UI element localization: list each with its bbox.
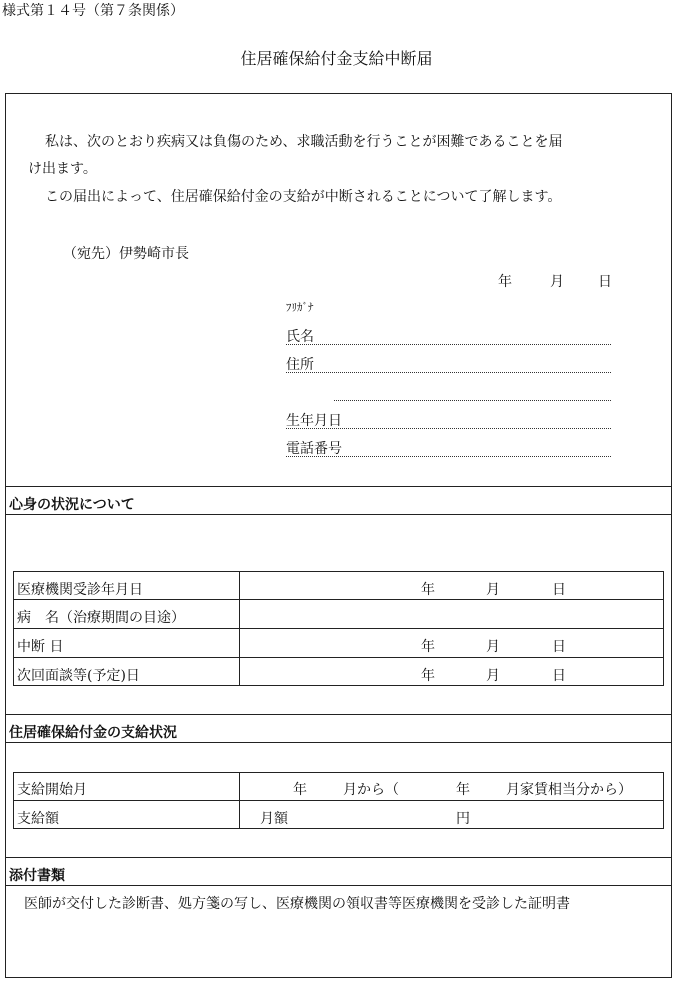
name-label: 氏名 — [286, 329, 314, 345]
condition-section-title: 心身の状況について — [9, 497, 135, 513]
attachment-text: 医師が交付した診断書、処方箋の写し、医療機関の領収書等医療機関を受診した証明書 — [24, 896, 570, 912]
section-divider — [5, 486, 672, 487]
intro-line-3: この届出によって、住居確保給付金の支給が中断されることについて了解します。 — [45, 189, 562, 205]
birthdate-label: 生年月日 — [286, 413, 342, 429]
section-divider — [5, 714, 672, 715]
furigana-label: ﾌﾘｶﾞﾅ — [286, 301, 314, 314]
section-divider — [5, 885, 672, 886]
section-divider — [5, 857, 672, 858]
phone-label: 電話番号 — [286, 441, 342, 457]
row-month: 月 — [486, 639, 500, 655]
yen-unit: 円 — [456, 811, 470, 827]
payment-section-title: 住居確保給付金の支給状況 — [9, 725, 177, 741]
address-field[interactable] — [286, 372, 611, 373]
table-row-label: 次回面談等(予定)日 — [17, 668, 140, 684]
date-day: 日 — [598, 274, 612, 290]
table-divider — [13, 628, 664, 629]
address-label: 住所 — [286, 357, 314, 373]
form-frame — [5, 93, 672, 978]
birthdate-field[interactable] — [286, 428, 611, 429]
amount-label: 支給額 — [17, 811, 59, 827]
table-divider — [13, 800, 664, 801]
table-divider — [13, 657, 664, 658]
row-year: 年 — [421, 582, 435, 598]
row-year: 年 — [421, 639, 435, 655]
row-day: 日 — [552, 582, 566, 598]
intro-line-1: 私は、次のとおり疾病又は負傷のため、求職活動を行うことが困難であることを届 — [45, 134, 563, 150]
name-field[interactable] — [286, 344, 611, 345]
row-day: 日 — [552, 668, 566, 684]
date-year: 年 — [498, 274, 512, 290]
address-field-line-2[interactable] — [334, 400, 611, 401]
rent-month-from: 月家賃相当分から） — [506, 782, 632, 798]
section-divider — [5, 742, 672, 743]
page-title: 住居確保給付金支給中断届 — [240, 49, 433, 68]
row-day: 日 — [552, 639, 566, 655]
form-number: 様式第１４号（第７条関係） — [2, 3, 184, 19]
recipient: （宛先）伊勢崎市長 — [63, 246, 189, 262]
monthly-label: 月額 — [260, 811, 288, 827]
table-divider — [13, 599, 664, 600]
attachment-section-title: 添付書類 — [9, 868, 65, 884]
row-month: 月 — [486, 668, 500, 684]
table-row-label: 医療機関受診年月日 — [17, 582, 143, 598]
start-month-label: 支給開始月 — [17, 782, 87, 798]
section-divider — [5, 514, 672, 515]
start-month-from: 月から（ — [343, 782, 399, 798]
start-year-unit: 年 — [293, 782, 307, 798]
rent-year-unit: 年 — [456, 782, 470, 798]
table-row-label: 病 名（治療期間の目途） — [17, 610, 185, 626]
intro-line-2: け出ます。 — [28, 161, 97, 177]
row-month: 月 — [486, 582, 500, 598]
date-month: 月 — [550, 274, 564, 290]
row-year: 年 — [421, 668, 435, 684]
table-row-label: 中断 日 — [17, 639, 64, 655]
phone-field[interactable] — [286, 456, 611, 457]
